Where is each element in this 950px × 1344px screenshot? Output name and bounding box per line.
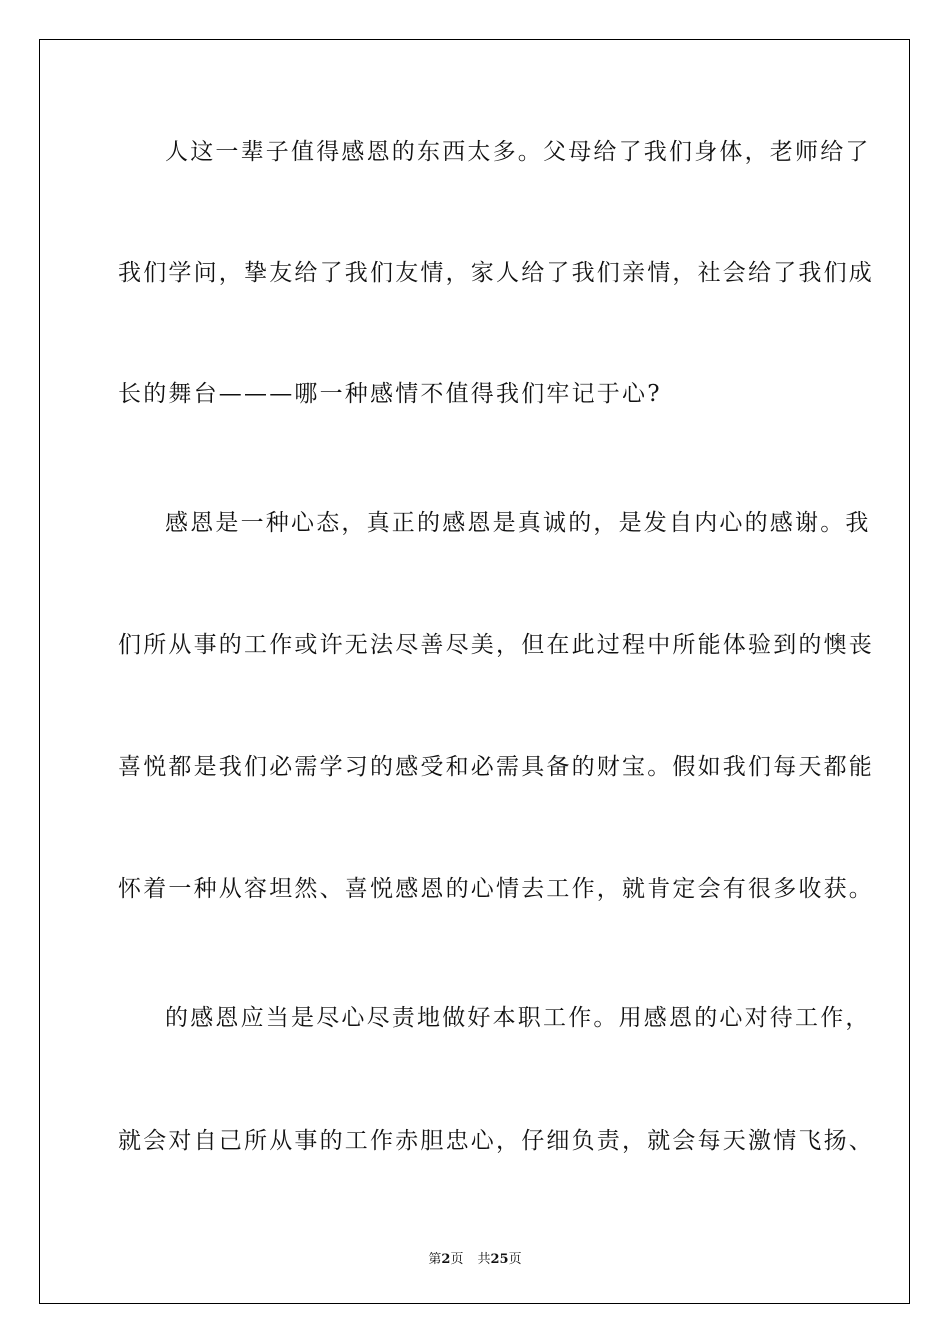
page-border	[39, 39, 910, 1304]
paragraph-1-line-2: 我们学问，挚友给了我们友情，家人给了我们亲情，社会给了我们成	[118, 260, 874, 286]
paragraph-2-line-3: 喜悦都是我们必需学习的感受和必需具备的财宝。假如我们每天都能	[118, 754, 874, 780]
total-prefix: 共	[477, 1252, 491, 1267]
paragraph-1-line-1: 人这一辈子值得感恩的东西太多。父母给了我们身体，老师给了	[165, 139, 871, 165]
page-prefix: 第	[428, 1252, 442, 1267]
page-number: 2	[441, 1252, 451, 1267]
total-pages: 25	[490, 1252, 509, 1267]
paragraph-2-line-4: 怀着一种从容坦然、喜悦感恩的心情去工作，就肯定会有很多收获。	[118, 876, 874, 902]
paragraph-2-line-2: 们所从事的工作或许无法尽善尽美，但在此过程中所能体验到的懊丧	[118, 632, 874, 658]
total-suffix: 页	[508, 1252, 522, 1267]
page-suffix: 页	[450, 1252, 464, 1267]
paragraph-3-line-2: 就会对自己所从事的工作赤胆忠心，仔细负责，就会每天激情飞扬、	[118, 1128, 874, 1154]
paragraph-1-line-3: 长的舞台———哪一种感情不值得我们牢记于心?	[118, 381, 662, 407]
paragraph-3-line-1: 的感恩应当是尽心尽责地做好本职工作。用感恩的心对待工作，	[165, 1005, 871, 1031]
paragraph-2-line-1: 感恩是一种心态，真正的感恩是真诚的，是发自内心的感谢。我	[165, 510, 871, 536]
page-footer	[0, 1248, 950, 1267]
